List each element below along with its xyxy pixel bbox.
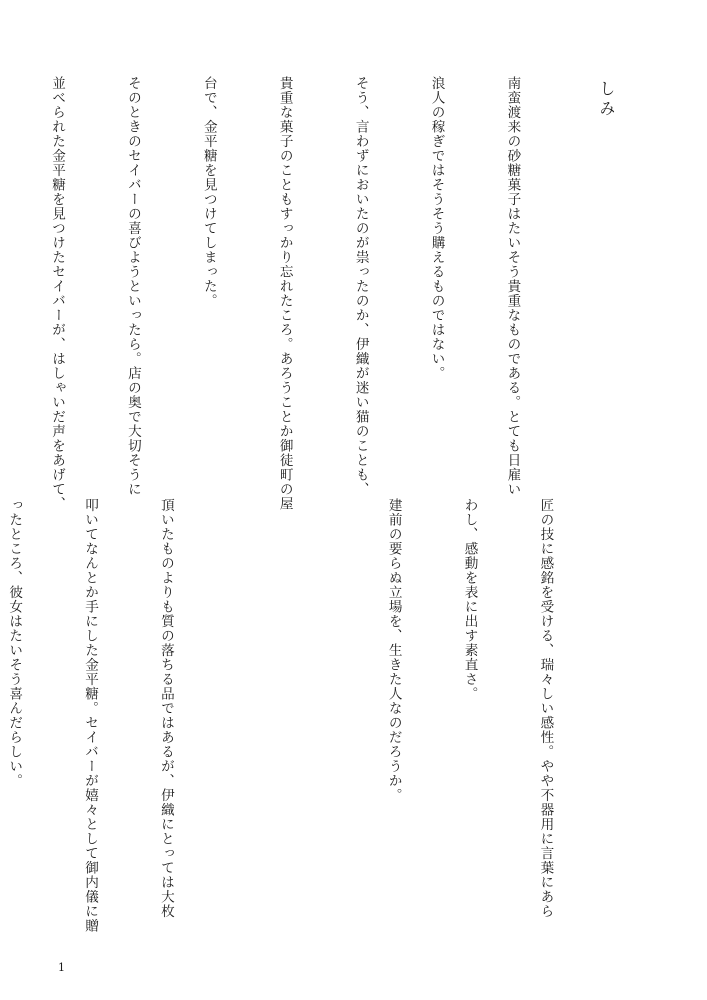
page-title: しみ — [597, 80, 616, 120]
text-line: わし、感動を表に出す素直さ。 — [461, 498, 478, 701]
text-line: 頂いたものよりも質の落ちる品ではあるが、伊織にとっては大枚 — [157, 498, 174, 919]
upper-text-block — [49, 76, 575, 511]
text-line: 叩いてなんとか手にした金平糖。セイバーが嬉々として御内儀に贈 — [82, 498, 99, 933]
text-line: そう、言わずにおいたのが祟ったのか、伊織が迷い猫のことも、 — [352, 76, 369, 497]
text-line: 台で、金平糖を見つけてしまった。 — [200, 76, 217, 308]
text-line: 並べられた金平糖を見つけたセイバーが、はしゃいだ声をあげて、 — [49, 76, 66, 511]
text-line: 南蛮渡来の砂糖菓子はたいそう貴重なものである。とても日雇い — [504, 76, 521, 497]
text-line: そのときのセイバーの喜びようといったら。店の奥で大切そうに — [124, 76, 141, 497]
lower-text-block — [6, 498, 608, 938]
text-line: 匠の技に感銘を受ける、瑞々しい感性。やや不器用に言葉にあら — [537, 498, 554, 919]
text-line: ったところ、彼女はたいそう喜んだらしい。 — [6, 498, 23, 788]
text-line: 貴重な菓子のこともすっかり忘れたころ。あろうことか御徒町の屋 — [276, 76, 293, 511]
text-line: 建前の要らぬ立場を、生きた人なのだろうか。 — [385, 498, 402, 803]
text-line: 浪人の稼ぎではそうそう購えるものではない。 — [428, 76, 445, 381]
page-number: 1 — [58, 961, 65, 974]
blank-line — [304, 498, 329, 938]
blank-line — [229, 498, 254, 938]
